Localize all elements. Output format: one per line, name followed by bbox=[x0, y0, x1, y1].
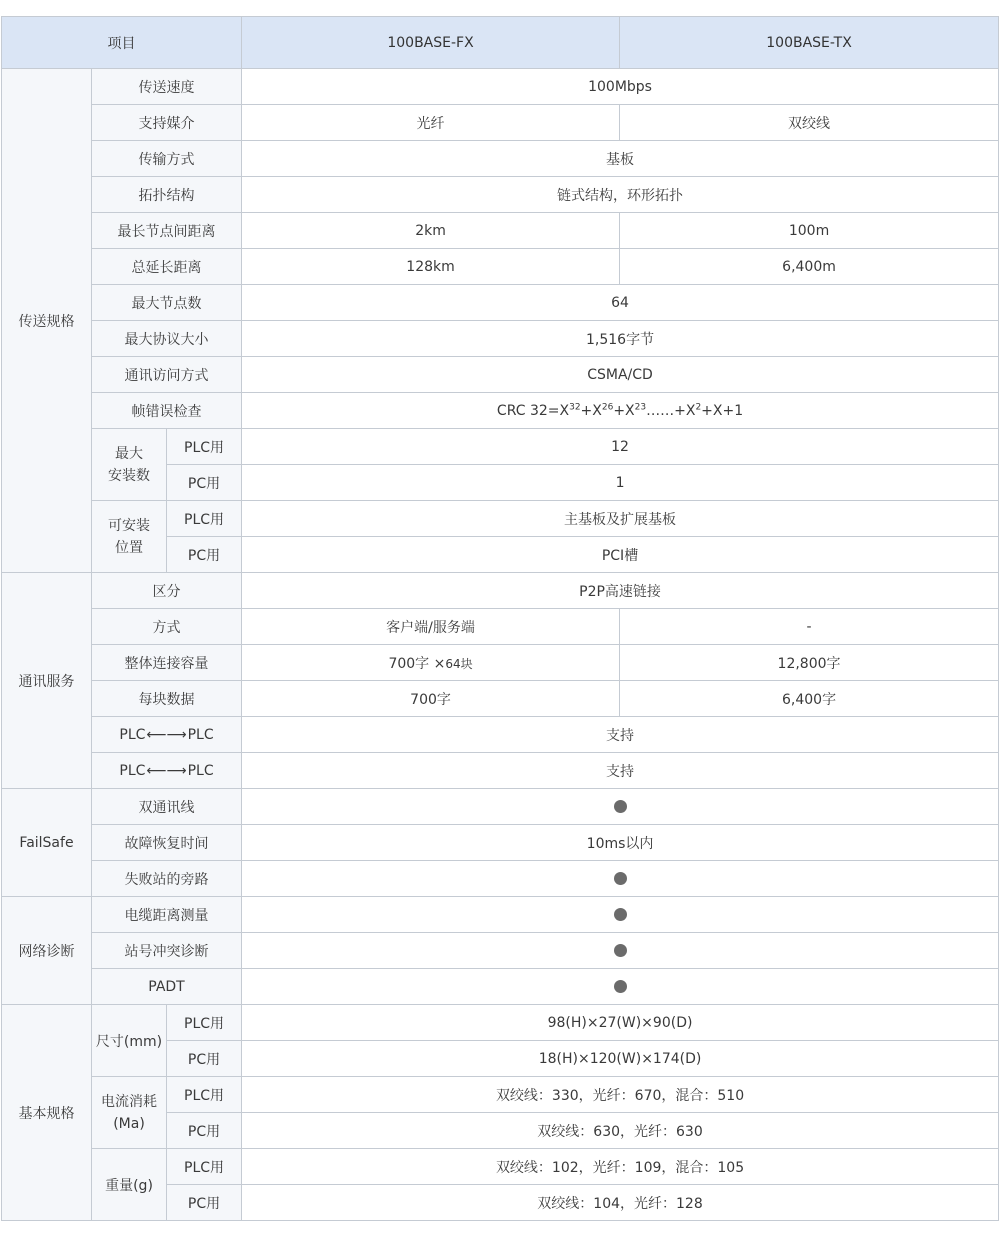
sub-install-position bbox=[92, 501, 167, 573]
table-row bbox=[2, 69, 999, 105]
row-value: CSMA/CD bbox=[242, 357, 999, 393]
row-value: 12 bbox=[242, 429, 999, 465]
pc-label: PC用 bbox=[167, 1041, 242, 1077]
sub-label-line: 最大 bbox=[115, 445, 143, 462]
pc-label: PC用 bbox=[167, 537, 242, 573]
row-label: 双通讯线 bbox=[92, 789, 242, 825]
row-value: 64 bbox=[242, 285, 999, 321]
header-row bbox=[2, 17, 999, 69]
row-value: 双绞线：630，光纤：630 bbox=[242, 1113, 999, 1149]
double-arrow-icon: ⟵⟶ bbox=[146, 726, 187, 743]
row-value: 100Mbps bbox=[242, 69, 999, 105]
row-value: 98(H)×27(W)×90(D) bbox=[242, 1005, 999, 1041]
table-row bbox=[2, 861, 999, 897]
sub-label-line: 安装数 bbox=[108, 467, 150, 484]
row-label: 站号冲突诊断 bbox=[92, 933, 242, 969]
row-value bbox=[242, 789, 999, 825]
table-row bbox=[2, 969, 999, 1005]
pc-label: PC用 bbox=[167, 1185, 242, 1221]
filled-dot-icon bbox=[614, 800, 627, 813]
plc-label: PLC用 bbox=[167, 501, 242, 537]
crc-part: CRC 32=X bbox=[496, 402, 570, 419]
row-value: 双绞线：330，光纤：670，混合：510 bbox=[242, 1077, 999, 1113]
filled-dot-icon bbox=[614, 980, 627, 993]
row-label: 电缆距离测量 bbox=[92, 897, 242, 933]
pc-label: PC用 bbox=[167, 1113, 242, 1149]
crc-exp: 23 bbox=[634, 401, 647, 412]
row-value bbox=[242, 861, 999, 897]
pc-label: PC用 bbox=[167, 465, 242, 501]
table-row bbox=[2, 573, 999, 609]
table-row bbox=[2, 141, 999, 177]
row-label: 总延长距离 bbox=[92, 249, 242, 285]
table-row bbox=[2, 717, 999, 753]
row-label: 支持媒介 bbox=[92, 105, 242, 141]
row-value: 10ms以内 bbox=[242, 825, 999, 861]
table-row bbox=[2, 789, 999, 825]
row-label: PADT bbox=[92, 969, 242, 1005]
spec-table bbox=[1, 16, 999, 1221]
table-row bbox=[2, 897, 999, 933]
group-diag: 网络诊断 bbox=[2, 897, 92, 1005]
row-label: 帧错误检查 bbox=[92, 393, 242, 429]
group-basic: 基本规格 bbox=[2, 1005, 92, 1221]
crc-formula bbox=[242, 393, 999, 429]
row-value: 基板 bbox=[242, 141, 999, 177]
row-value: 支持 bbox=[242, 753, 999, 789]
plc-label: PLC用 bbox=[167, 1077, 242, 1113]
row-value: 支持 bbox=[242, 717, 999, 753]
table-row bbox=[2, 681, 999, 717]
row-label: 方式 bbox=[92, 609, 242, 645]
fx-value bbox=[242, 645, 620, 681]
group-transmission: 传送规格 bbox=[2, 69, 92, 573]
sub-current bbox=[92, 1077, 167, 1149]
header-100base-tx: 100BASE-TX bbox=[620, 17, 999, 69]
row-label: 通讯访问方式 bbox=[92, 357, 242, 393]
table-row bbox=[2, 177, 999, 213]
row-label: 最长节点间距离 bbox=[92, 213, 242, 249]
sub-size: 尺寸(mm) bbox=[92, 1005, 167, 1077]
plc-right: PLC bbox=[187, 762, 214, 779]
table-row bbox=[2, 645, 999, 681]
fx-value: 客户端/服务端 bbox=[242, 609, 620, 645]
sub-label-line: 位置 bbox=[115, 539, 143, 556]
sub-label-line: 电流消耗 bbox=[101, 1093, 157, 1110]
sub-weight: 重量(g) bbox=[92, 1149, 167, 1221]
header-item: 项目 bbox=[2, 17, 242, 69]
row-value: P2P高速链接 bbox=[242, 573, 999, 609]
group-failsafe: FailSafe bbox=[2, 789, 92, 897]
capacity-main: 700字 × bbox=[388, 655, 446, 672]
row-label: 拓扑结构 bbox=[92, 177, 242, 213]
tx-value: 双绞线 bbox=[620, 105, 999, 141]
row-value bbox=[242, 969, 999, 1005]
row-value: 双绞线：102，光纤：109，混合：105 bbox=[242, 1149, 999, 1185]
row-label: 故障恢复时间 bbox=[92, 825, 242, 861]
plc-right: PLC bbox=[187, 726, 214, 743]
row-label: 传送速度 bbox=[92, 69, 242, 105]
row-value: 主基板及扩展基板 bbox=[242, 501, 999, 537]
fx-value: 2km bbox=[242, 213, 620, 249]
row-value bbox=[242, 897, 999, 933]
sub-max-install bbox=[92, 429, 167, 501]
row-value: 18(H)×120(W)×174(D) bbox=[242, 1041, 999, 1077]
tx-value: 6,400字 bbox=[620, 681, 999, 717]
filled-dot-icon bbox=[614, 944, 627, 957]
double-arrow-icon: ⟵⟶ bbox=[146, 762, 187, 779]
plc-plc-label bbox=[92, 717, 242, 753]
capacity-blocks: 64块 bbox=[445, 656, 473, 671]
table-row bbox=[2, 609, 999, 645]
crc-exp: 2 bbox=[695, 401, 702, 412]
table-row bbox=[2, 1005, 999, 1041]
table-row bbox=[2, 933, 999, 969]
plc-label: PLC用 bbox=[167, 1005, 242, 1041]
tx-value: 100m bbox=[620, 213, 999, 249]
row-value: 双绞线：104，光纤：128 bbox=[242, 1185, 999, 1221]
table-row bbox=[2, 285, 999, 321]
table-row bbox=[2, 393, 999, 429]
plc-label: PLC用 bbox=[167, 1149, 242, 1185]
table-row bbox=[2, 429, 999, 465]
tx-value: 6,400m bbox=[620, 249, 999, 285]
crc-exp: 32 bbox=[569, 401, 581, 412]
crc-part: +X bbox=[613, 402, 635, 419]
filled-dot-icon bbox=[614, 908, 627, 921]
table-row bbox=[2, 321, 999, 357]
sub-label-line: 可安装 bbox=[108, 517, 150, 534]
fx-value: 光纤 bbox=[242, 105, 620, 141]
table-row bbox=[2, 753, 999, 789]
row-label: 传输方式 bbox=[92, 141, 242, 177]
crc-exp: 26 bbox=[601, 401, 614, 412]
table-row bbox=[2, 825, 999, 861]
plc-left: PLC bbox=[119, 762, 146, 779]
plc-left: PLC bbox=[119, 726, 146, 743]
row-label: 失败站的旁路 bbox=[92, 861, 242, 897]
row-value: 1,516字节 bbox=[242, 321, 999, 357]
row-label: 整体连接容量 bbox=[92, 645, 242, 681]
row-label: 最大节点数 bbox=[92, 285, 242, 321]
row-value: 链式结构，环形拓扑 bbox=[242, 177, 999, 213]
filled-dot-icon bbox=[614, 872, 627, 885]
fx-value: 128km bbox=[242, 249, 620, 285]
table-row bbox=[2, 501, 999, 537]
table-row bbox=[2, 1077, 999, 1113]
crc-part: +X+1 bbox=[701, 402, 744, 419]
table-row bbox=[2, 357, 999, 393]
row-label: 最大协议大小 bbox=[92, 321, 242, 357]
plc-plc-label bbox=[92, 753, 242, 789]
crc-part: +X bbox=[580, 402, 602, 419]
row-value: 1 bbox=[242, 465, 999, 501]
tx-value: - bbox=[620, 609, 999, 645]
crc-part: ……+X bbox=[646, 402, 696, 419]
header-100base-fx: 100BASE-FX bbox=[242, 17, 620, 69]
group-comm: 通讯服务 bbox=[2, 573, 92, 789]
table-row bbox=[2, 1149, 999, 1185]
sub-label-line: (Ma) bbox=[113, 1115, 145, 1132]
plc-label: PLC用 bbox=[167, 429, 242, 465]
table-row bbox=[2, 249, 999, 285]
fx-value: 700字 bbox=[242, 681, 620, 717]
row-value bbox=[242, 933, 999, 969]
row-label: 区分 bbox=[92, 573, 242, 609]
row-value: PCI槽 bbox=[242, 537, 999, 573]
table-row bbox=[2, 213, 999, 249]
row-label: 每块数据 bbox=[92, 681, 242, 717]
table-row bbox=[2, 105, 999, 141]
tx-value: 12,800字 bbox=[620, 645, 999, 681]
